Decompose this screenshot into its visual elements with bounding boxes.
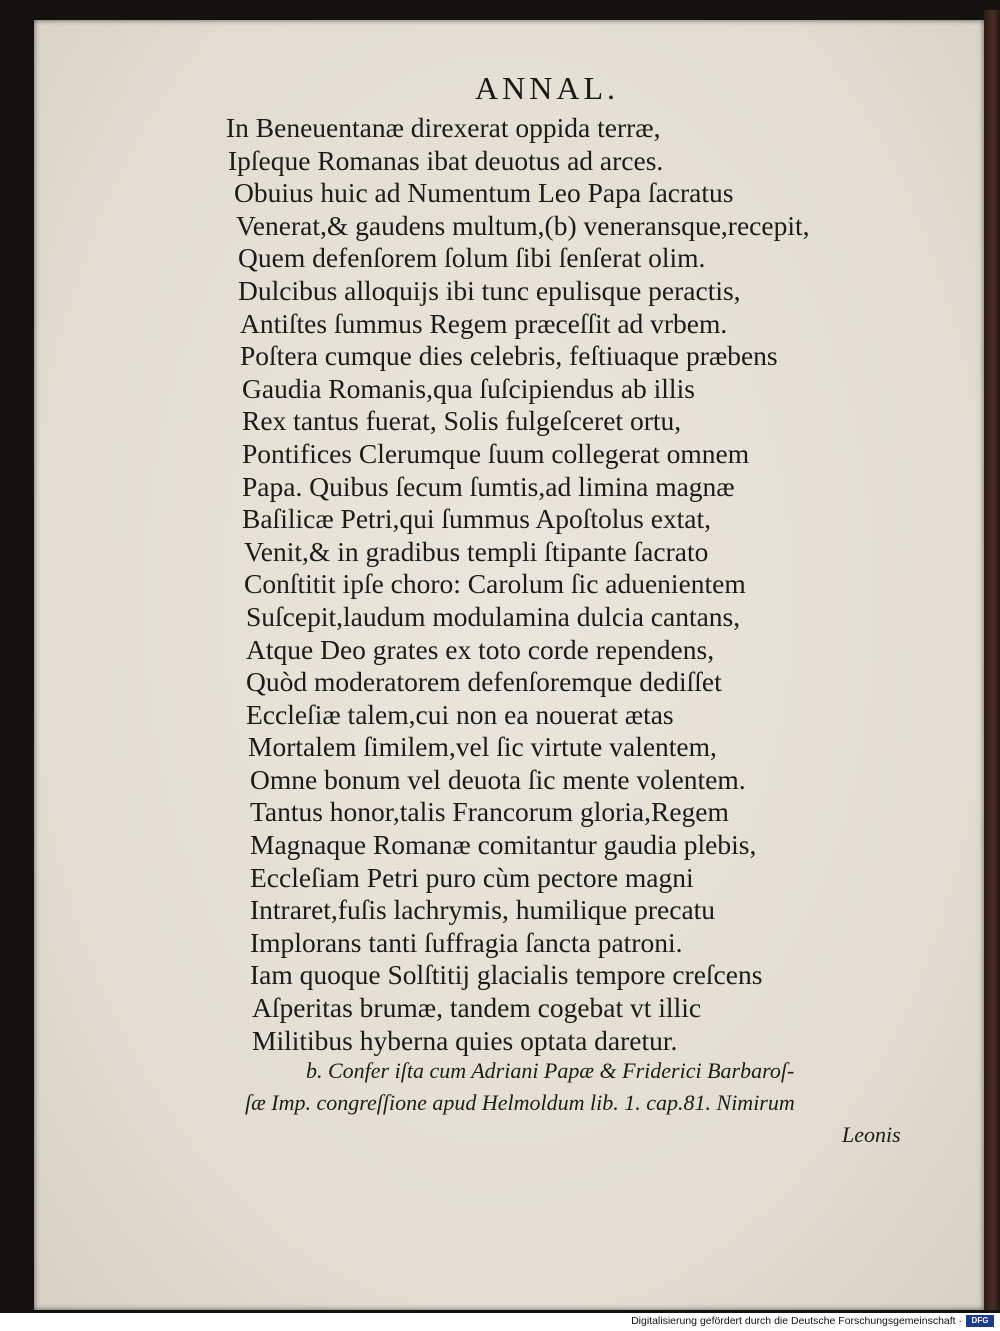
verse-line: Iam quoque Solſtitij glacialis tempore creſcens <box>250 959 763 991</box>
running-header: ANNAL. <box>475 70 619 106</box>
verse-line: Quòd moderatorem defenſoremque dediſſet <box>246 666 722 698</box>
footnote-line: b. Confer iſta cum Adriani Papæ & Friderici Barbaroſ- <box>306 1058 795 1083</box>
verse-line: Quem defenſorem ſolum ſibi ſenſerat olim. <box>238 242 706 274</box>
dfg-logo: DFG <box>966 1315 994 1327</box>
verse-line: Intraret,fuſis lachrymis, humilique precatu <box>250 894 716 926</box>
verse-line: Atque Deo grates ex toto corde rependens, <box>246 633 715 665</box>
verse-line: Omne bonum vel deuota ſic mente volentem. <box>250 763 746 795</box>
verse-line: Rex tantus fuerat, Solis fulgeſceret ortu, <box>242 405 682 437</box>
verse-line: Eccleſiæ talem,cui non ea nouerat ætas <box>246 698 674 730</box>
verse-line: Militibus hyberna quies optata daretur. <box>252 1024 678 1056</box>
footer-credit: Digitalisierung gefördert durch die Deutsche Forschungsgemeinschaft · <box>631 1315 962 1327</box>
verse-line: Magnaque Romanæ comitantur gaudia plebis, <box>250 829 757 861</box>
verse-line: Obuius huic ad Numentum Leo Papa ſacratus <box>234 177 734 209</box>
verse-line: Eccleſiam Petri puro cùm pectore magni <box>250 861 694 893</box>
verse-line: Conſtitit ipſe choro: Carolum ſic aduenientem <box>244 568 746 600</box>
verse-line: Suſcepit,laudum modulamina dulcia cantans, <box>246 600 741 632</box>
book-edge <box>984 10 1000 1310</box>
verse-line: In Beneuentanæ direxerat oppida terræ, <box>226 112 661 143</box>
verse-line: Poſtera cumque dies celebris, feſtiuaque præbens <box>240 340 778 372</box>
verse-line: Implorans tanti ſuffragia ſancta patroni. <box>250 926 683 958</box>
catchword: Leonis <box>842 1122 901 1147</box>
verse-line: Venerat,& gaudens multum,(b) veneransque,recepit, <box>236 209 810 241</box>
verse-line: Ipſeque Romanas ibat deuotus ad arces. <box>228 144 664 176</box>
verse-line: Tantus honor,talis Francorum gloria,Regem <box>250 796 729 828</box>
verse-line: Dulcibus alloquijs ibi tunc epulisque peractis, <box>238 274 741 306</box>
verse-line: Venit,& in gradibus templi ſtipante ſacrato <box>244 535 709 567</box>
verse-line: Antiſtes ſummus Regem præceſſit ad vrbem. <box>240 307 728 339</box>
verse-line: Baſilicæ Petri,qui ſummus Apoſtolus extat, <box>242 503 712 535</box>
verse-line: Pontifices Clerumque ſuum collegerat omnem <box>242 437 750 469</box>
verse-line: Mortalem ſimilem,vel ſic virtute valentem, <box>248 731 717 763</box>
verse-text <box>226 112 916 1057</box>
verse-line: Gaudia Romanis,qua ſuſcipiendus ab illis <box>242 372 695 404</box>
footnote-line: ſæ Imp. congreſſione apud Helmoldum lib. 1. cap.81. Nimirum <box>245 1090 795 1115</box>
verse-line: Papa. Quibus ſecum ſumtis,ad limina magnæ <box>242 470 735 502</box>
verse-line: Aſperitas brumæ, tandem cogebat vt illic <box>252 992 702 1024</box>
